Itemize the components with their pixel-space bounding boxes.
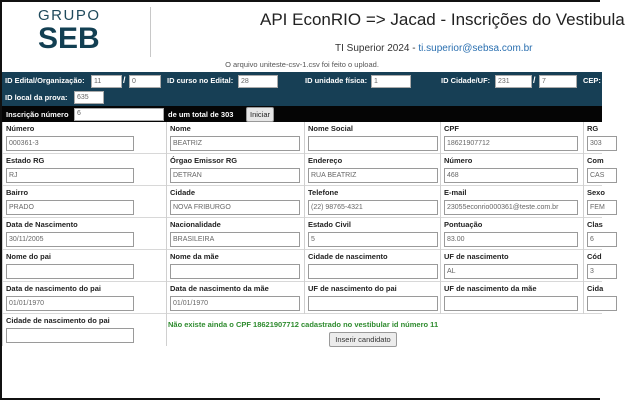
data-nascimento-input[interactable]: 30/11/2005 [6, 232, 134, 247]
field-label: Clas [587, 220, 603, 229]
organizacao-id-input[interactable]: 0 [129, 75, 161, 88]
edital-id-input[interactable]: 11 [91, 75, 122, 88]
upload-message: O arquivo uniteste-csv-1.csv foi feito o upload. [225, 60, 379, 69]
ids-bar [2, 72, 602, 90]
field-label: Nome do pai [6, 252, 52, 261]
form-row [2, 314, 602, 346]
pontuacao-input[interactable]: 83.00 [444, 232, 578, 247]
field-label: Estado RG [6, 156, 45, 165]
status-message: Não existe ainda o CPF 18621907712 cadastrado no vestibular id número 11 [168, 320, 439, 329]
field-label: Número [6, 124, 35, 133]
data-nascimento-pai-input[interactable]: 01/01/1970 [6, 296, 134, 311]
unidade-label: ID unidade física: [305, 76, 368, 85]
cidade-extra-input[interactable] [587, 296, 617, 311]
local-prova-label: ID local da prova: [5, 93, 68, 102]
form-row [2, 154, 605, 186]
cidade-nascimento-input[interactable] [308, 264, 438, 279]
field-label: Nacionalidade [170, 220, 221, 229]
cidade-label: ID Cidade/UF: [441, 76, 491, 85]
numero-endereco-input[interactable]: 468 [444, 168, 578, 183]
telefone-input[interactable]: (22) 98765-4321 [308, 200, 438, 215]
grupo-seb-logo [38, 8, 118, 58]
iniciar-button[interactable]: Iniciar [246, 107, 274, 122]
field-label: Endereço [308, 156, 343, 165]
field-label: Data de nascimento da mãe [170, 284, 269, 293]
field-data-nascimento-mae [166, 282, 304, 314]
nome-input[interactable]: BEATRIZ [170, 136, 300, 151]
nome-social-input[interactable] [308, 136, 438, 151]
form-row [2, 250, 602, 282]
unidade-id-input[interactable]: 1 [371, 75, 411, 88]
codigo-input[interactable]: 3 [587, 264, 617, 279]
field-label: Telefone [308, 188, 339, 197]
inscricao-bar [2, 106, 602, 122]
field-nome-mae [166, 250, 304, 282]
field-label: Pontuação [444, 220, 483, 229]
field-label: Nome da mãe [170, 252, 219, 261]
logo-top-text: GRUPO [38, 7, 101, 24]
field-estado-rg [2, 154, 166, 186]
curso-id-input[interactable]: 28 [238, 75, 278, 88]
field-numero-endereco [440, 154, 583, 186]
field-telefone [304, 186, 440, 218]
field-cidade [166, 186, 304, 218]
orgao-emissor-input[interactable]: DETRAN [170, 168, 300, 183]
form-row [2, 218, 602, 250]
field-estado-civil [304, 218, 440, 250]
cidade-nascimento-pai-input[interactable] [6, 328, 134, 343]
field-cidade-nascimento [304, 250, 440, 282]
bairro-input[interactable]: PRADO [6, 200, 134, 215]
complemento-input[interactable]: CAS [587, 168, 617, 183]
sexo-input[interactable]: FEM [587, 200, 617, 215]
field-nome [166, 122, 304, 154]
field-classificacao [583, 218, 613, 250]
field-label: Cidade [170, 188, 196, 197]
field-orgao-emissor [166, 154, 304, 186]
estado-rg-input[interactable]: RJ [6, 168, 134, 183]
inscricao-label: Inscrição número [6, 110, 69, 119]
inscricao-number-input[interactable]: 6 [74, 108, 164, 121]
cep-label: CEP: [583, 76, 601, 85]
uf-nascimento-input[interactable]: AL [444, 264, 578, 279]
field-rg [583, 122, 613, 154]
field-codigo [583, 250, 613, 282]
field-uf-nascimento-pai [304, 282, 440, 314]
uf-nascimento-pai-input[interactable] [308, 296, 438, 311]
page-subtitle [335, 43, 532, 54]
uf-nascimento-mae-input[interactable] [444, 296, 578, 311]
field-label: Nome [170, 124, 191, 133]
field-cidade-nascimento-pai [2, 314, 166, 346]
slash-separator: / [533, 75, 536, 85]
field-label: Cida [587, 284, 604, 293]
field-nacionalidade [166, 218, 304, 250]
field-nome-social [304, 122, 440, 154]
cpf-input[interactable]: 18621907712 [444, 136, 578, 151]
field-label: Com [587, 156, 604, 165]
field-label: RG [587, 124, 599, 133]
nome-mae-input[interactable] [170, 264, 300, 279]
uf-id-input[interactable]: 7 [539, 75, 577, 88]
rg-input[interactable]: 303 [587, 136, 617, 151]
field-bairro [2, 186, 166, 218]
nome-pai-input[interactable] [6, 264, 134, 279]
cidade-input[interactable]: NOVA FRIBURGO [170, 200, 300, 215]
field-label: CPF [444, 124, 459, 133]
nacionalidade-input[interactable]: BRASILEIRA [170, 232, 300, 247]
page-title: API EconRIO => Jacad - Inscrições do Vestibula [260, 10, 625, 29]
form-row [2, 122, 602, 154]
classificacao-input[interactable]: 6 [587, 232, 617, 247]
field-numero [2, 122, 166, 154]
field-label: Data de nascimento do pai [6, 284, 102, 293]
local-prova-input[interactable]: 635 [74, 91, 104, 104]
subtitle-prefix: TI Superior 2024 - [335, 43, 419, 54]
insert-candidate-button[interactable]: Inserir candidato [329, 332, 397, 347]
slash-separator: / [123, 75, 126, 85]
field-label: Cód [587, 252, 602, 261]
form-row [2, 282, 602, 314]
field-pontuacao [440, 218, 583, 250]
local-prova-bar [2, 90, 602, 106]
field-complemento [583, 154, 613, 186]
field-cpf [440, 122, 583, 154]
field-label: Data de Nascimento [6, 220, 78, 229]
curso-label: ID curso no Edital: [167, 76, 234, 85]
field-label: E-mail [444, 188, 467, 197]
cidade-id-input[interactable]: 231 [495, 75, 532, 88]
support-email-link[interactable]: ti.superior@sebsa.com.br [418, 43, 533, 54]
field-data-nascimento [2, 218, 166, 250]
edital-label: ID Edital/Organização: [5, 76, 85, 85]
field-label: Bairro [6, 188, 29, 197]
field-label: UF de nascimento [444, 252, 509, 261]
field-uf-nascimento-mae [440, 282, 583, 314]
field-sexo [583, 186, 613, 218]
endereco-input[interactable]: RUA BEATRIZ [308, 168, 438, 183]
field-cidade-extra [583, 282, 613, 314]
field-label: UF de nascimento da mãe [444, 284, 537, 293]
field-label: Cidade de nascimento do pai [6, 316, 110, 325]
field-label: Nome Social [308, 124, 354, 133]
field-endereco [304, 154, 440, 186]
email-input[interactable]: 23055econrio000361@teste.com.br [444, 200, 578, 215]
page-header [2, 2, 625, 60]
field-label: UF de nascimento do pai [308, 284, 397, 293]
inscricao-total-text: de um total de 303 [168, 110, 234, 119]
field-label: Órgao Emissor RG [170, 156, 238, 165]
field-data-nascimento-pai [2, 282, 166, 314]
header-divider [150, 7, 151, 57]
field-nome-pai [2, 250, 166, 282]
logo-bottom-text: SEB [38, 22, 100, 55]
form-row [2, 186, 605, 218]
field-label: Cidade de nascimento [308, 252, 388, 261]
field-uf-nascimento [440, 250, 583, 282]
data-nascimento-mae-input[interactable]: 01/01/1970 [170, 296, 300, 311]
field-label: Estado Civil [308, 220, 351, 229]
field-email [440, 186, 583, 218]
field-label: Número [444, 156, 473, 165]
estado-civil-input[interactable]: 5 [308, 232, 438, 247]
numero-input[interactable]: 000361-3 [6, 136, 134, 151]
field-label: Sexo [587, 188, 605, 197]
